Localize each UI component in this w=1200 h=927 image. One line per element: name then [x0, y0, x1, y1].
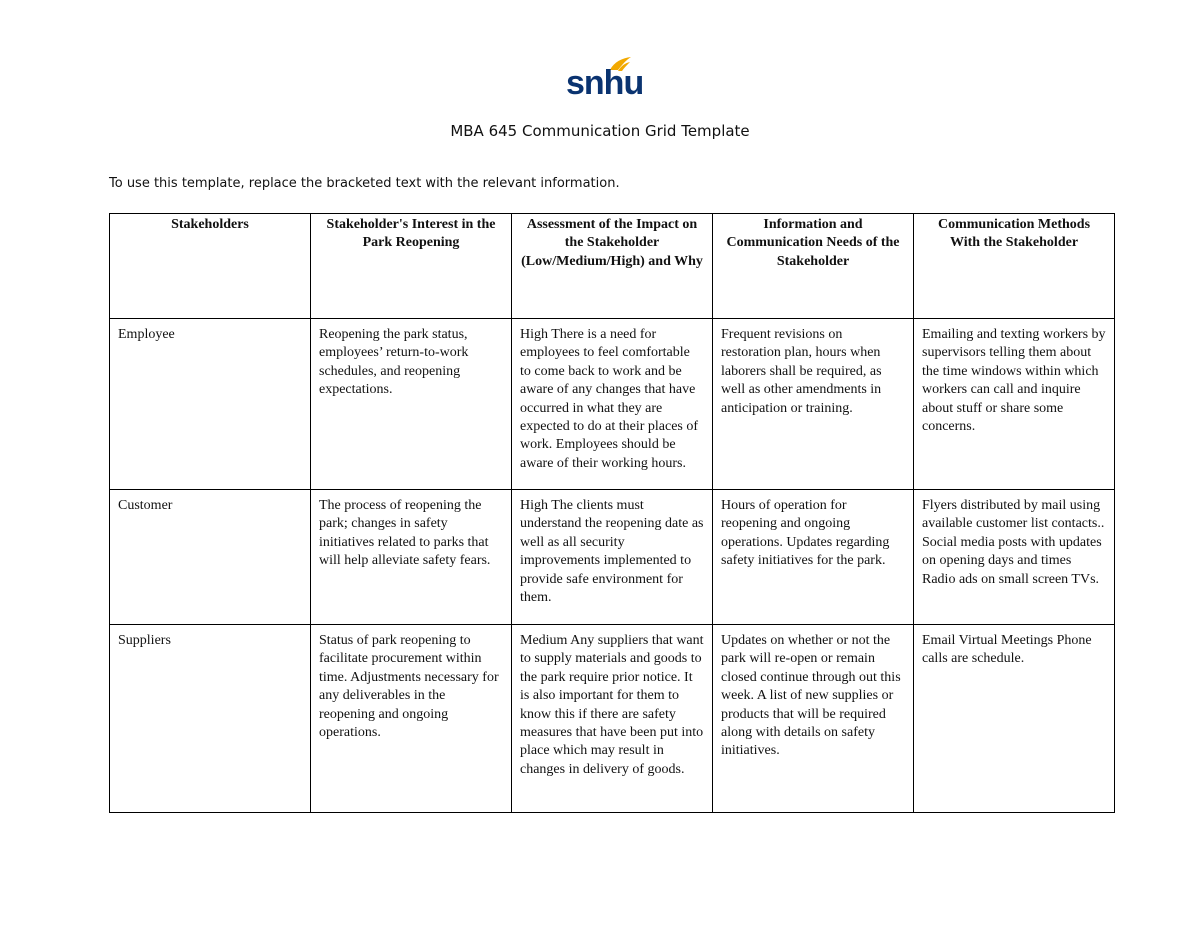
header-impact: Assessment of the Impact on the Stakeholder (Low/Medium/High) and Why — [512, 214, 713, 319]
stakeholder-cell: Employee — [110, 319, 311, 490]
logo-wordmark: snhu — [566, 64, 644, 102]
table-row — [110, 625, 1115, 813]
header-stakeholders: Stakeholders — [110, 214, 311, 319]
stakeholder-cell: Suppliers — [110, 625, 311, 813]
header-methods: Communication Methods With the Stakeholder — [914, 214, 1115, 319]
interest-cell: The process of reopening the park; changes in safety initiatives related to parks that will help alleviate safety fears. — [311, 490, 512, 625]
stakeholder-cell: Customer — [110, 490, 311, 625]
impact-cell: High The clients must understand the reopening date as well as all security improvements implemented to provide safe environment for them. — [512, 490, 713, 625]
communication-grid — [109, 213, 1115, 813]
snhu-logo — [566, 54, 644, 104]
methods-cell: Flyers distributed by mail using available customer list contacts.. Social media posts with updates on opening days and times Radio ads on small screen TVs. — [914, 490, 1115, 625]
impact-cell: High There is a need for employees to feel comfortable to come back to work and be aware of any changes that have occurred in what they are expected to do at their places of work. Employees should be aware of their working hours. — [512, 319, 713, 490]
table-row — [110, 319, 1115, 490]
page-title: MBA 645 Communication Grid Template — [450, 122, 750, 140]
needs-cell: Frequent revisions on restoration plan, hours when laborers shall be required, as well as other amendments in anticipation or training. — [713, 319, 914, 490]
needs-cell: Updates on whether or not the park will re-open or remain closed continue through out this week. A list of new supplies or products that will be required along with details on safety initiatives. — [713, 625, 914, 813]
methods-cell: Emailing and texting workers by supervisors telling them about the time windows within which workers can call and inquire about stuff or share some concerns. — [914, 319, 1115, 490]
header-interest: Stakeholder's Interest in the Park Reopening — [311, 214, 512, 319]
interest-cell: Status of park reopening to facilitate procurement within time. Adjustments necessary for any deliverables in the reopening and ongoing operations. — [311, 625, 512, 813]
impact-cell: Medium Any suppliers that want to supply materials and goods to the park require prior notice. It is also important for them to know this if there are safety measures that have been put into place which may result in changes in delivery of goods. — [512, 625, 713, 813]
needs-cell: Hours of operation for reopening and ongoing operations. Updates regarding safety initiatives for the park. — [713, 490, 914, 625]
header-needs: Information and Communication Needs of the Stakeholder — [713, 214, 914, 319]
table-row — [110, 490, 1115, 625]
instructions-text: To use this template, replace the bracketed text with the relevant information. — [109, 176, 620, 191]
header-row — [110, 214, 1115, 319]
methods-cell: Email Virtual Meetings Phone calls are schedule. — [914, 625, 1115, 813]
interest-cell: Reopening the park status, employees’ return-to-work schedules, and reopening expectations. — [311, 319, 512, 490]
